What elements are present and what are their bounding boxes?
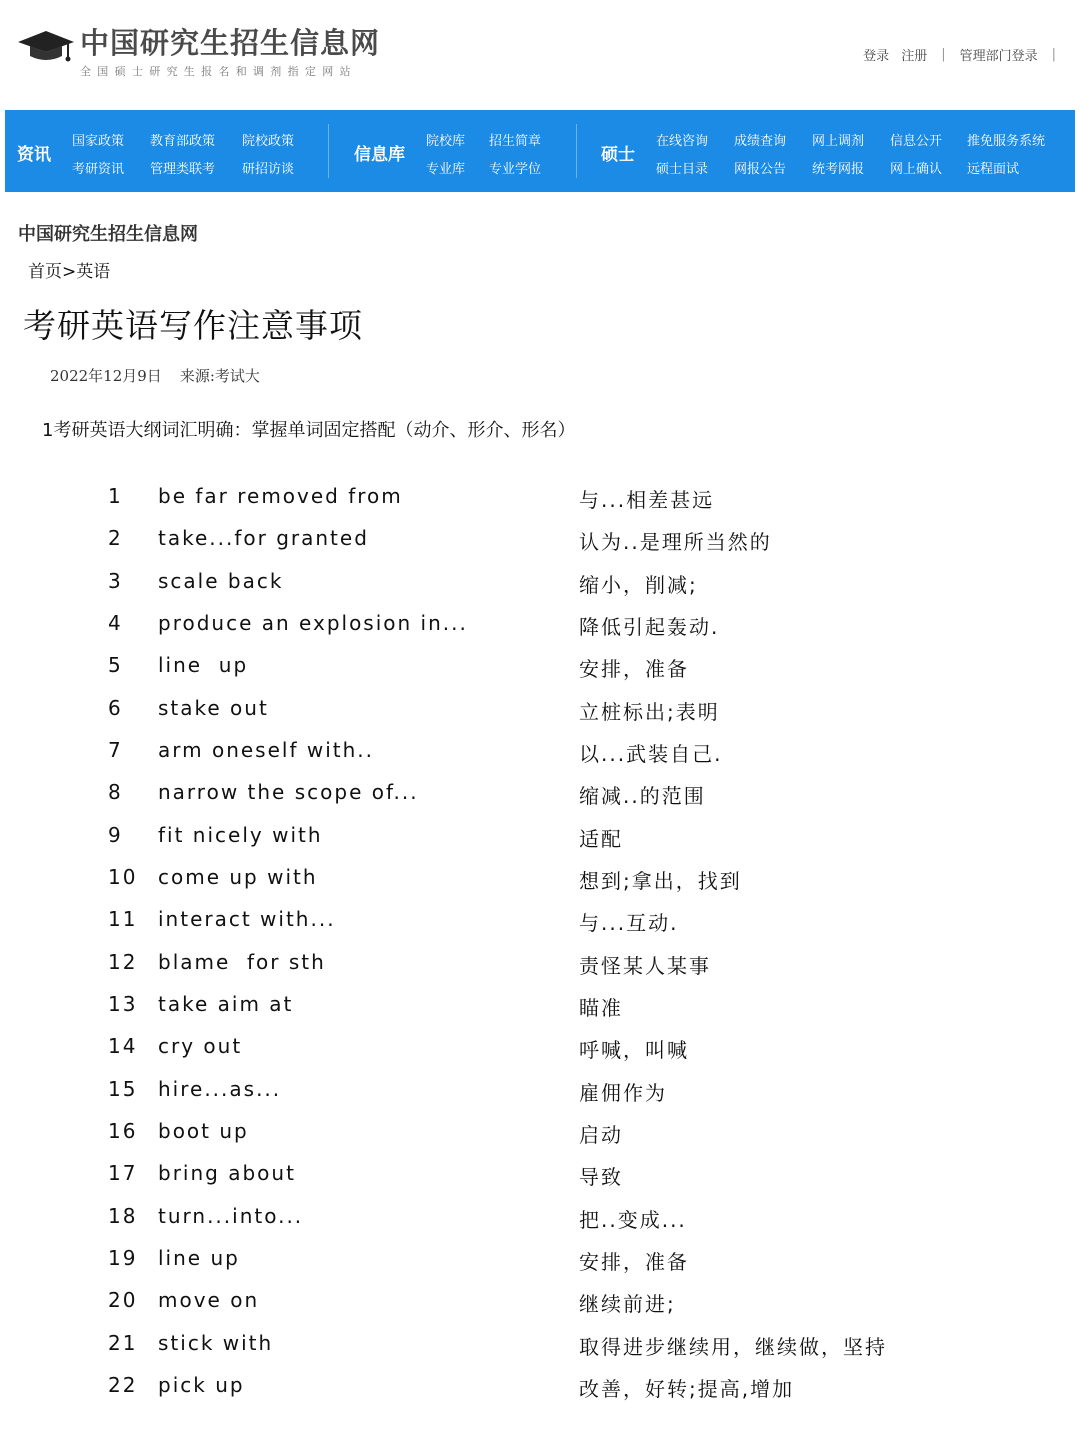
breadcrumb-separator: > bbox=[62, 262, 77, 282]
vocab-number: 3 bbox=[108, 568, 123, 593]
vocab-number: 12 bbox=[108, 949, 138, 974]
login-link[interactable]: 登录 bbox=[863, 49, 890, 64]
vocab-phrase: take aim at bbox=[158, 991, 294, 1016]
vocab-number: 13 bbox=[108, 991, 138, 1016]
vocab-phrase: stake out bbox=[158, 695, 269, 720]
article-meta bbox=[50, 365, 260, 386]
admin-login-link[interactable]: 管理部门登录 bbox=[959, 49, 1038, 64]
vocab-meaning: 雇佣作为 bbox=[579, 1080, 667, 1105]
vocab-meaning: 继续前进; bbox=[579, 1292, 676, 1317]
vocab-phrase: bring about bbox=[158, 1161, 296, 1186]
vocab-row bbox=[0, 645, 1080, 687]
vocab-meaning: 导致 bbox=[579, 1165, 623, 1190]
vocab-row bbox=[0, 1111, 1080, 1153]
vocab-meaning: 与...相差甚远 bbox=[579, 488, 715, 512]
vocab-meaning: 适配 bbox=[579, 826, 623, 851]
vocab-row bbox=[0, 561, 1080, 603]
vocab-row bbox=[0, 1280, 1080, 1322]
vocab-phrase: cry out bbox=[158, 1034, 243, 1059]
nav-link-remote-interview[interactable]: 远程面试 bbox=[967, 162, 1020, 177]
vocab-meaning: 降低引起轰动. bbox=[579, 614, 720, 639]
nav-link-admission-guide[interactable]: 招生简章 bbox=[489, 134, 542, 149]
vocab-phrase: line up bbox=[158, 653, 249, 678]
vocab-number: 4 bbox=[108, 610, 123, 635]
vocab-phrase: move on bbox=[158, 1288, 260, 1313]
breadcrumb-current[interactable]: 英语 bbox=[76, 262, 111, 282]
nav-link-score-query[interactable]: 成绩查询 bbox=[734, 134, 787, 149]
nav-section-news-title[interactable]: 资讯 bbox=[17, 145, 51, 165]
vocab-meaning: 启动 bbox=[579, 1122, 623, 1147]
article-title: 考研英语写作注意事项 bbox=[23, 306, 363, 345]
register-link[interactable]: 注册 bbox=[901, 49, 928, 64]
vocab-number: 21 bbox=[108, 1330, 138, 1355]
vocab-phrase: come up with bbox=[158, 864, 318, 889]
vocab-number: 6 bbox=[108, 695, 123, 720]
vocab-phrase: boot up bbox=[158, 1118, 249, 1143]
nav-section-master-title[interactable]: 硕士 bbox=[601, 145, 635, 165]
nav-link-school-policy[interactable]: 院校政策 bbox=[242, 134, 295, 149]
vocab-number: 8 bbox=[108, 780, 123, 805]
vocab-row bbox=[0, 1323, 1080, 1365]
vocab-row bbox=[0, 603, 1080, 645]
vocab-phrase: interact with... bbox=[158, 907, 336, 932]
vocab-phrase: take...for granted bbox=[158, 526, 369, 551]
nav-divider bbox=[328, 124, 329, 178]
nav-link-major-db[interactable]: 专业库 bbox=[426, 162, 466, 177]
vocab-meaning: 瞄准 bbox=[579, 995, 623, 1020]
nav-link-exam-news[interactable]: 考研资讯 bbox=[72, 162, 125, 177]
vocab-number: 1 bbox=[108, 484, 123, 508]
vocab-meaning: 把..变成... bbox=[579, 1207, 687, 1232]
vocab-number: 11 bbox=[108, 907, 138, 932]
vocab-phrase: arm oneself with.. bbox=[158, 737, 375, 762]
vocab-number: 17 bbox=[108, 1161, 138, 1186]
nav-link-info-disclosure[interactable]: 信息公开 bbox=[890, 134, 943, 149]
vocab-row bbox=[0, 1026, 1080, 1068]
vocab-row bbox=[0, 857, 1080, 899]
vocab-number: 10 bbox=[108, 864, 138, 889]
vocab-number: 22 bbox=[108, 1372, 138, 1397]
article-source: 来源:考试大 bbox=[179, 367, 260, 385]
vocab-row bbox=[0, 688, 1080, 730]
vocab-row bbox=[0, 772, 1080, 814]
graduation-cap-icon bbox=[16, 28, 76, 64]
vocab-phrase: be far removed from bbox=[158, 484, 403, 508]
vocab-meaning: 安排，准备 bbox=[579, 657, 689, 682]
vocab-phrase: fit nicely with bbox=[158, 822, 323, 847]
vocab-phrase: hire...as... bbox=[158, 1076, 282, 1101]
vocab-meaning: 以...武装自己. bbox=[579, 741, 723, 766]
nav-link-master-catalog[interactable]: 硕士目录 bbox=[656, 162, 709, 177]
nav-link-management-exam[interactable]: 管理类联考 bbox=[150, 162, 216, 177]
vocab-number: 16 bbox=[108, 1118, 138, 1143]
vocab-phrase: turn...into... bbox=[158, 1203, 304, 1228]
vocab-row bbox=[0, 1069, 1080, 1111]
vocab-row bbox=[0, 1153, 1080, 1195]
vocab-number: 20 bbox=[108, 1288, 138, 1313]
vocab-meaning: 与...互动. bbox=[579, 911, 679, 936]
nav-link-online-adjust[interactable]: 网上调剂 bbox=[812, 134, 865, 149]
main-nav bbox=[5, 110, 1075, 192]
site-logo[interactable] bbox=[16, 26, 380, 79]
nav-link-unified-registration[interactable]: 统考网报 bbox=[812, 162, 865, 177]
nav-link-online-confirm[interactable]: 网上确认 bbox=[890, 162, 943, 177]
breadcrumb bbox=[28, 257, 110, 282]
vocab-row bbox=[0, 984, 1080, 1026]
vocab-meaning: 呼喊，叫喊 bbox=[579, 1038, 689, 1063]
separator: | bbox=[1051, 47, 1056, 62]
vocab-phrase: scale back bbox=[158, 568, 284, 593]
article-date: 2022年12月9日 bbox=[50, 367, 162, 385]
vocab-phrase: pick up bbox=[158, 1372, 245, 1397]
vocab-row bbox=[0, 518, 1080, 560]
vocab-number: 5 bbox=[108, 653, 123, 678]
vocab-meaning: 缩减..的范围 bbox=[579, 784, 706, 809]
vocab-phrase: narrow the scope of... bbox=[158, 780, 419, 805]
nav-link-moe-policy[interactable]: 教育部政策 bbox=[150, 134, 216, 149]
vocab-meaning: 责怪某人某事 bbox=[579, 953, 711, 978]
vocab-number: 2 bbox=[108, 526, 123, 551]
vocab-meaning: 取得进步继续用，继续做，坚持 bbox=[579, 1334, 887, 1359]
vocab-row bbox=[0, 815, 1080, 857]
vocab-phrase: produce an explosion in... bbox=[158, 610, 468, 635]
nav-section-database-title[interactable]: 信息库 bbox=[354, 145, 405, 165]
nav-link-interviews[interactable]: 研招访谈 bbox=[242, 162, 295, 177]
nav-link-online-consult[interactable]: 在线咨询 bbox=[656, 134, 709, 149]
nav-link-professional-degree[interactable]: 专业学位 bbox=[489, 162, 542, 177]
separator: | bbox=[941, 47, 946, 62]
vocab-meaning: 立桩标出;表明 bbox=[579, 699, 720, 724]
site-header bbox=[0, 0, 1080, 108]
vocab-row bbox=[0, 899, 1080, 941]
site-name: 中国研究生招生信息网 bbox=[80, 26, 381, 60]
article-intro: 1考研英语大纲词汇明确：掌握单词固定搭配（动介、形介、形名） bbox=[42, 420, 576, 441]
nav-link-recommend-system[interactable]: 推免服务系统 bbox=[967, 134, 1046, 149]
vocab-meaning: 改善，好转;提高,增加 bbox=[579, 1376, 795, 1401]
vocab-row bbox=[0, 730, 1080, 772]
brand-label: 中国研究生招生信息网 bbox=[18, 224, 198, 245]
vocab-number: 15 bbox=[108, 1076, 138, 1101]
vocab-phrase: stick with bbox=[158, 1330, 274, 1355]
nav-divider bbox=[576, 124, 577, 178]
vocab-phrase: blame for sth bbox=[158, 949, 326, 974]
vocab-number: 14 bbox=[108, 1034, 138, 1059]
vocab-meaning: 想到;拿出，找到 bbox=[579, 868, 742, 893]
nav-link-national-policy[interactable]: 国家政策 bbox=[72, 134, 125, 149]
top-links bbox=[863, 45, 1070, 64]
vocab-row bbox=[0, 942, 1080, 984]
vocab-row bbox=[0, 476, 1080, 518]
nav-link-school-db[interactable]: 院校库 bbox=[426, 134, 466, 149]
vocab-meaning: 缩小，削减; bbox=[579, 572, 698, 597]
vocab-row bbox=[0, 1365, 1080, 1407]
vocab-number: 7 bbox=[108, 737, 123, 762]
vocab-number: 9 bbox=[108, 822, 123, 847]
vocab-row bbox=[0, 1196, 1080, 1238]
nav-link-registration-notice[interactable]: 网报公告 bbox=[734, 162, 787, 177]
vocab-number: 19 bbox=[108, 1245, 138, 1270]
breadcrumb-home[interactable]: 首页 bbox=[28, 262, 62, 282]
vocab-meaning: 认为..是理所当然的 bbox=[579, 530, 772, 555]
vocab-number: 18 bbox=[108, 1203, 138, 1228]
site-subtitle: 全国硕士研究生报名和调剂指定网站 bbox=[80, 65, 357, 78]
vocab-meaning: 安排，准备 bbox=[579, 1249, 689, 1274]
vocab-phrase: line up bbox=[158, 1245, 240, 1270]
vocab-row bbox=[0, 1238, 1080, 1280]
